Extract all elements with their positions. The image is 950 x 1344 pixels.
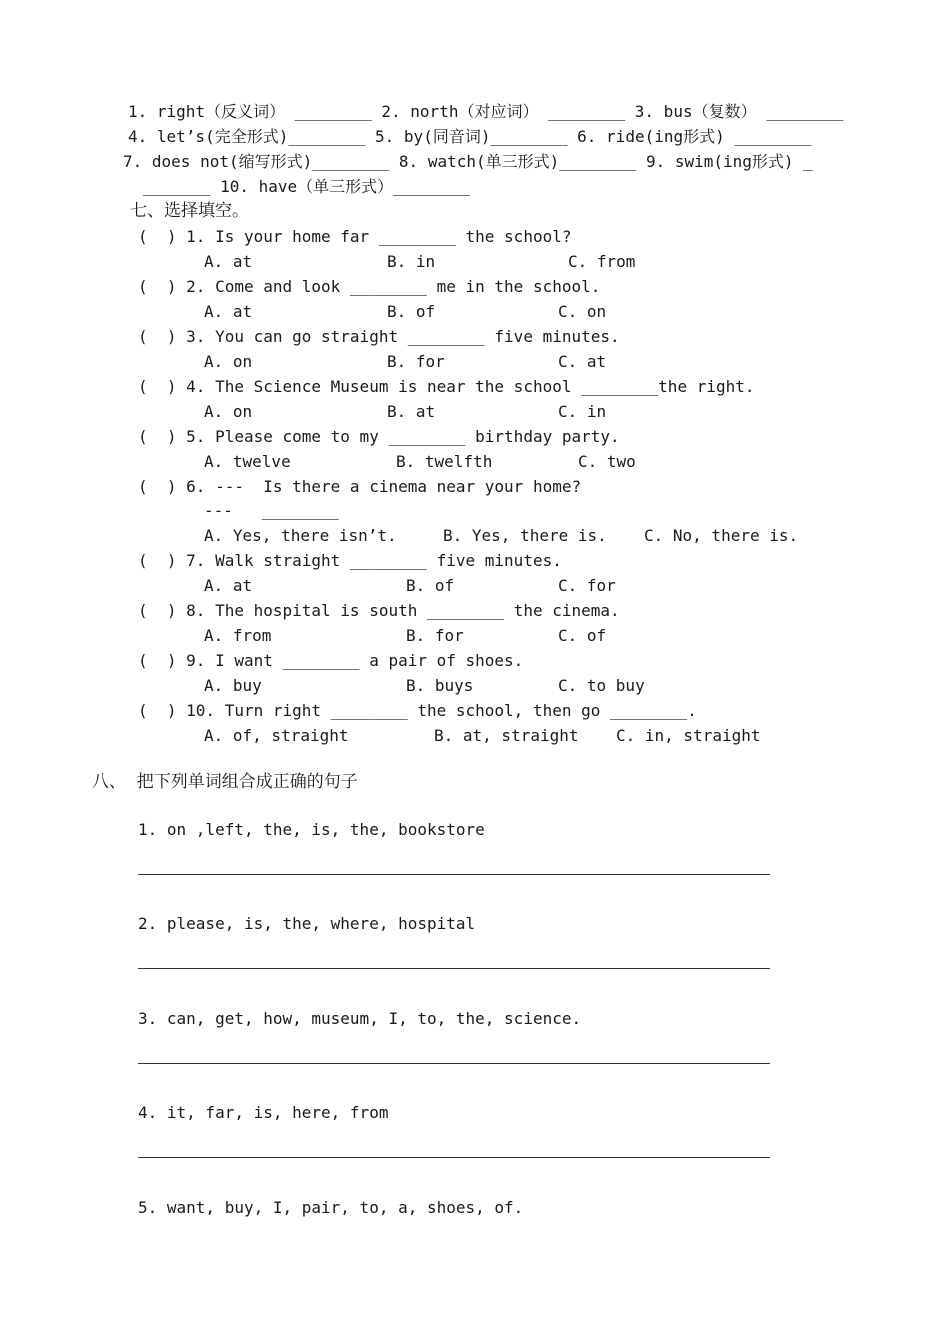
sentence-item-2: 2. please, is, the, where, hospital (138, 914, 476, 933)
sentence-item-1: 1. on ,left, the, is, the, bookstore (138, 820, 485, 839)
sentence-item-3: 3. can, get, how, museum, I, to, the, science. (138, 1009, 582, 1028)
question-2: ( ) 2. Come and look ________ me in the school. (138, 277, 601, 296)
q5-option-a: A. twelve (204, 452, 291, 471)
q9-option-c: C. to buy (558, 676, 645, 695)
q10-option-a: A. of, straight (204, 726, 349, 745)
q2-option-c: C. on (558, 302, 607, 321)
answer-line-4[interactable] (138, 1157, 770, 1158)
q5-option-c: C. two (578, 452, 636, 471)
q7-option-a: A. at (204, 576, 253, 595)
question-7: ( ) 7. Walk straight ________ five minutes. (138, 551, 562, 570)
q2-option-b: B. of (387, 302, 436, 321)
question-5: ( ) 5. Please come to my ________ birthday party. (138, 427, 620, 446)
q8-option-a: A. from (204, 626, 272, 645)
question-9: ( ) 9. I want ________ a pair of shoes. (138, 651, 524, 670)
q8-option-b: B. for (406, 626, 464, 645)
q2-option-a: A. at (204, 302, 253, 321)
q4-option-c: C. in (558, 402, 607, 421)
q6-option-b: B. Yes, there is. (443, 526, 607, 545)
answer-line-3[interactable] (138, 1063, 770, 1064)
q9-option-b: B. buys (406, 676, 474, 695)
sentence-item-5: 5. want, buy, I, pair, to, a, shoes, of. (138, 1198, 524, 1217)
word-form-line-2: 4. let’s(完全形式)________ 5. by(同音词)________ 6. ride(ing形式) ________ (128, 127, 812, 146)
word-form-line-3: 7. does not(缩写形式)________ 8. watch(单三形式)________ 9. swim(ing形式) _ (123, 152, 813, 171)
word-form-line-1: 1. right（反义词） ________ 2. north（对应词） ________ 3. bus（复数） ________ (128, 102, 844, 121)
answer-line-2[interactable] (138, 968, 770, 969)
word-form-line-4: _______ 10. have（单三形式）________ (143, 177, 471, 196)
q7-option-c: C. for (558, 576, 616, 595)
q10-option-b: B. at, straight (434, 726, 579, 745)
q6-option-a: A. Yes, there isn’t. (204, 526, 397, 545)
question-6-reply: --- ________ (204, 501, 339, 520)
q4-option-a: A. on (204, 402, 253, 421)
section-7-title: 七、选择填空。 (130, 201, 249, 221)
question-8: ( ) 8. The hospital is south ________ the cinema. (138, 601, 620, 620)
sentence-item-4: 4. it, far, is, here, from (138, 1103, 389, 1122)
q6-option-c: C. No, there is. (644, 526, 799, 545)
q9-option-a: A. buy (204, 676, 262, 695)
q1-option-b: B. in (387, 252, 436, 271)
q1-option-c: C. from (568, 252, 636, 271)
question-1: ( ) 1. Is your home far ________ the school? (138, 227, 572, 246)
question-4: ( ) 4. The Science Museum is near the school ________the right. (138, 377, 755, 396)
question-10: ( ) 10. Turn right ________ the school, then go ________. (138, 701, 697, 720)
answer-line-1[interactable] (138, 874, 770, 875)
q10-option-c: C. in, straight (616, 726, 761, 745)
q3-option-a: A. on (204, 352, 253, 371)
question-3: ( ) 3. You can go straight ________ five minutes. (138, 327, 620, 346)
q3-option-b: B. for (387, 352, 445, 371)
q4-option-b: B. at (387, 402, 436, 421)
q1-option-a: A. at (204, 252, 253, 271)
section-8-title: 八、 把下列单词组合成正确的句子 (92, 772, 358, 792)
q5-option-b: B. twelfth (396, 452, 493, 471)
q7-option-b: B. of (406, 576, 455, 595)
q3-option-c: C. at (558, 352, 607, 371)
question-6: ( ) 6. --- Is there a cinema near your home? (138, 477, 582, 496)
q8-option-c: C. of (558, 626, 607, 645)
